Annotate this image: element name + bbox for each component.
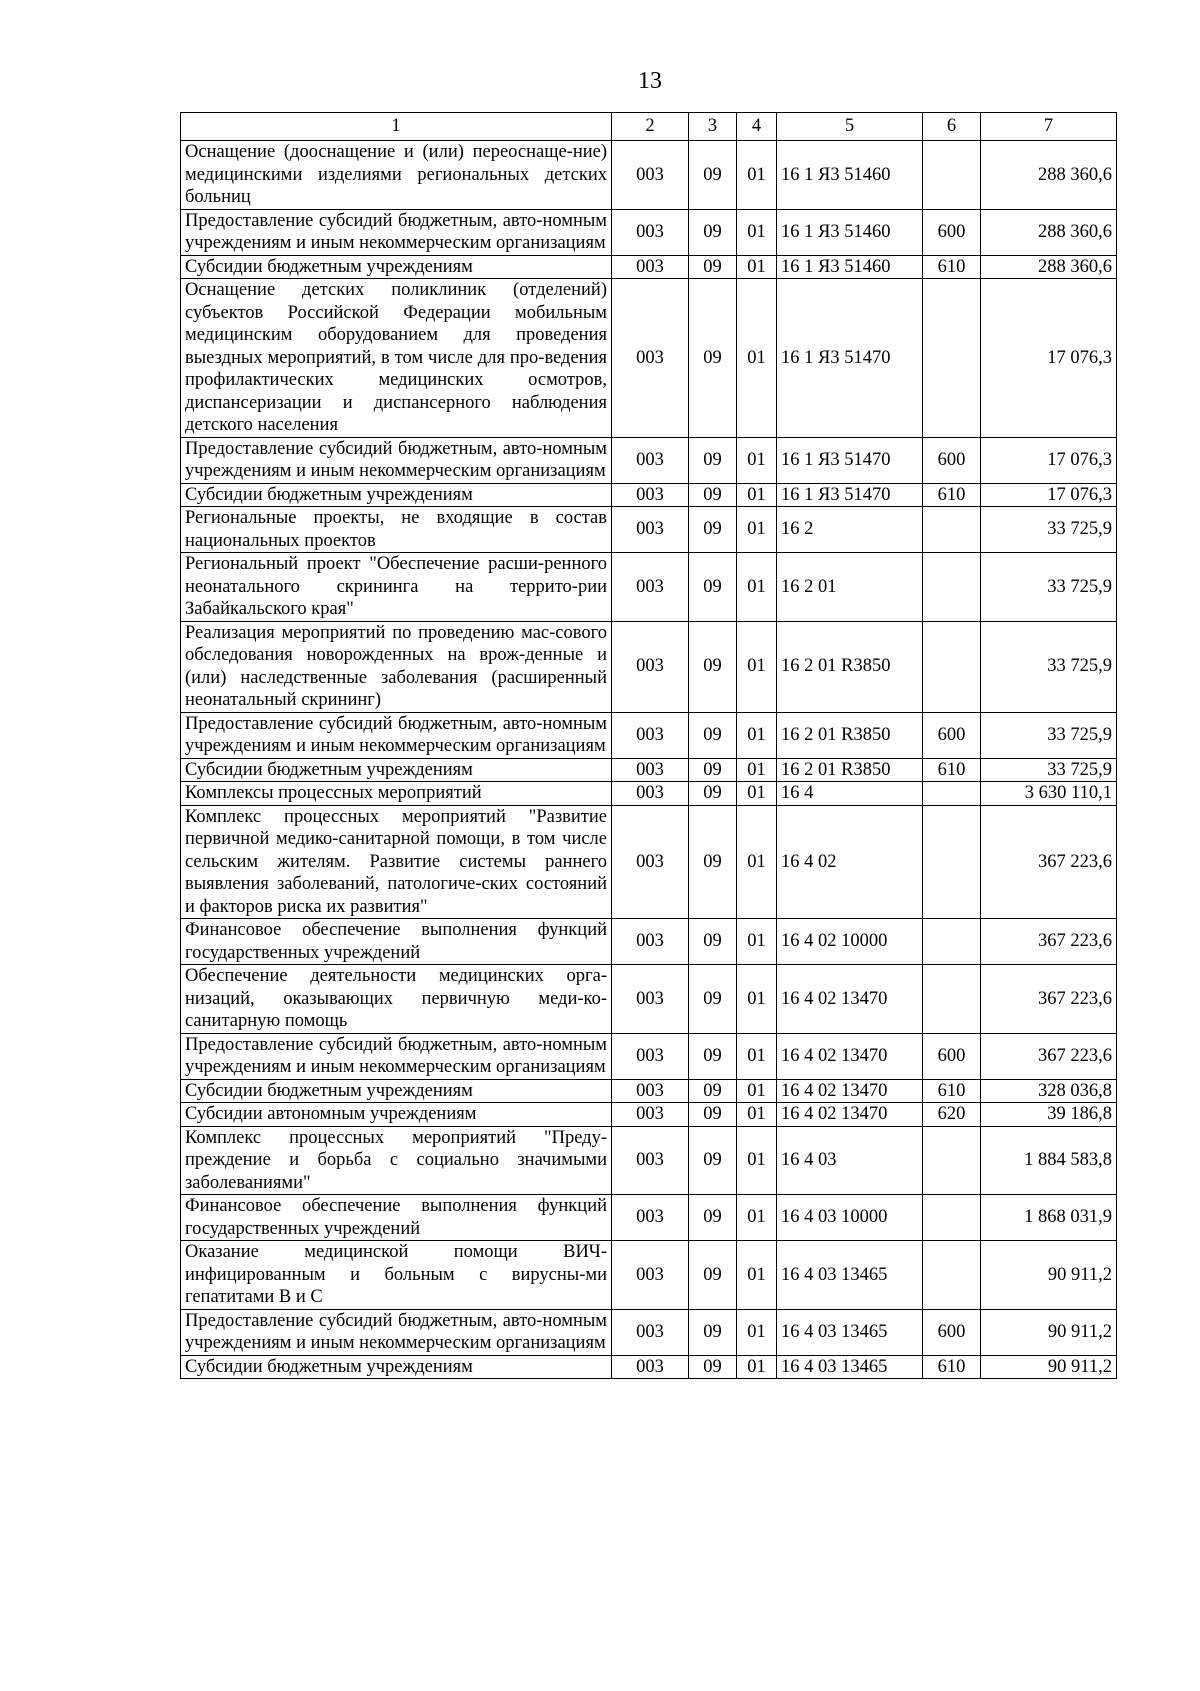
row-subsection-code: 01 — [737, 553, 777, 622]
table-header-row — [181, 113, 1117, 141]
table-row — [181, 965, 1117, 1034]
header-col-7: 7 — [981, 113, 1117, 141]
row-subsection-code: 01 — [737, 437, 777, 483]
row-subsection-code: 01 — [737, 1309, 777, 1355]
row-section-code: 09 — [689, 1033, 737, 1079]
row-target-code: 16 4 03 13465 — [777, 1309, 923, 1355]
row-name: Комплекс процессных мероприятий "Преду-преждение и борьба с социально значимыми заболеваниями" — [181, 1126, 612, 1195]
row-section-code: 09 — [689, 782, 737, 806]
row-ministry-code: 003 — [612, 209, 689, 255]
table-row — [181, 1079, 1117, 1103]
row-subsection-code: 01 — [737, 1355, 777, 1379]
row-amount: 367 223,6 — [981, 805, 1117, 919]
row-amount: 367 223,6 — [981, 1033, 1117, 1079]
row-expense-type — [923, 919, 981, 965]
row-subsection-code: 01 — [737, 1033, 777, 1079]
table-row — [181, 209, 1117, 255]
row-target-code: 16 4 03 10000 — [777, 1195, 923, 1241]
row-name: Субсидии бюджетным учреждениям — [181, 758, 612, 782]
table-row — [181, 782, 1117, 806]
table-row — [181, 483, 1117, 507]
row-subsection-code: 01 — [737, 279, 777, 438]
row-amount: 39 186,8 — [981, 1103, 1117, 1127]
row-section-code: 09 — [689, 712, 737, 758]
row-target-code: 16 4 — [777, 782, 923, 806]
row-subsection-code: 01 — [737, 141, 777, 210]
row-expense-type — [923, 279, 981, 438]
row-expense-type — [923, 507, 981, 553]
row-name: Предоставление субсидий бюджетным, авто-номным учреждениям и иным некоммерческим организациям — [181, 1309, 612, 1355]
row-ministry-code: 003 — [612, 141, 689, 210]
row-ministry-code: 003 — [612, 805, 689, 919]
row-name: Комплекс процессных мероприятий "Развитие первичной медико-санитарной помощи, в том числе сельским жителям. Развитие системы раннего выявления заболеваний, патологиче-ских состояний и факторов риска их развития" — [181, 805, 612, 919]
row-name: Субсидии автономным учреждениям — [181, 1103, 612, 1127]
row-expense-type: 600 — [923, 209, 981, 255]
row-subsection-code: 01 — [737, 1241, 777, 1310]
row-target-code: 16 1 Я3 51470 — [777, 279, 923, 438]
row-expense-type: 610 — [923, 758, 981, 782]
row-amount: 33 725,9 — [981, 621, 1117, 712]
row-target-code: 16 2 01 R3850 — [777, 621, 923, 712]
row-section-code: 09 — [689, 621, 737, 712]
row-name: Финансовое обеспечение выполнения функций государственных учреждений — [181, 1195, 612, 1241]
budget-table — [180, 112, 1117, 1379]
row-target-code: 16 2 01 R3850 — [777, 712, 923, 758]
table-row — [181, 621, 1117, 712]
row-expense-type: 610 — [923, 255, 981, 279]
row-expense-type — [923, 141, 981, 210]
row-target-code: 16 4 02 — [777, 805, 923, 919]
row-amount: 33 725,9 — [981, 712, 1117, 758]
row-ministry-code: 003 — [612, 553, 689, 622]
row-section-code: 09 — [689, 1241, 737, 1310]
header-col-1: 1 — [181, 113, 612, 141]
row-subsection-code: 01 — [737, 919, 777, 965]
row-target-code: 16 4 03 13465 — [777, 1241, 923, 1310]
row-ministry-code: 003 — [612, 1309, 689, 1355]
row-name: Субсидии бюджетным учреждениям — [181, 1079, 612, 1103]
row-target-code: 16 4 02 13470 — [777, 1079, 923, 1103]
row-expense-type — [923, 805, 981, 919]
row-expense-type: 610 — [923, 483, 981, 507]
row-amount: 33 725,9 — [981, 553, 1117, 622]
row-expense-type: 620 — [923, 1103, 981, 1127]
row-section-code: 09 — [689, 1079, 737, 1103]
row-target-code: 16 4 02 13470 — [777, 1033, 923, 1079]
row-section-code: 09 — [689, 255, 737, 279]
row-amount: 33 725,9 — [981, 758, 1117, 782]
row-target-code: 16 2 01 — [777, 553, 923, 622]
row-ministry-code: 003 — [612, 1126, 689, 1195]
row-name: Комплексы процессных мероприятий — [181, 782, 612, 806]
row-amount: 288 360,6 — [981, 141, 1117, 210]
row-ministry-code: 003 — [612, 507, 689, 553]
row-name: Предоставление субсидий бюджетным, авто-номным учреждениям и иным некоммерческим организациям — [181, 1033, 612, 1079]
row-name: Оснащение (дооснащение и (или) переоснаще-ние) медицинскими изделиями региональных детских больниц — [181, 141, 612, 210]
table-row — [181, 279, 1117, 438]
row-subsection-code: 01 — [737, 782, 777, 806]
row-expense-type: 610 — [923, 1079, 981, 1103]
row-ministry-code: 003 — [612, 1103, 689, 1127]
row-name: Реализация мероприятий по проведению мас-сового обследования новорожденных на врож-денные и (или) наследственные заболевания (расширенный неонатальный скрининг) — [181, 621, 612, 712]
row-target-code: 16 4 03 13465 — [777, 1355, 923, 1379]
row-subsection-code: 01 — [737, 1103, 777, 1127]
row-amount: 33 725,9 — [981, 507, 1117, 553]
table-row — [181, 437, 1117, 483]
row-ministry-code: 003 — [612, 437, 689, 483]
row-section-code: 09 — [689, 1195, 737, 1241]
row-expense-type — [923, 1126, 981, 1195]
row-subsection-code: 01 — [737, 483, 777, 507]
row-section-code: 09 — [689, 553, 737, 622]
row-ministry-code: 003 — [612, 919, 689, 965]
row-target-code: 16 1 Я3 51460 — [777, 141, 923, 210]
row-name: Предоставление субсидий бюджетным, авто-номным учреждениям и иным некоммерческим организациям — [181, 209, 612, 255]
row-section-code: 09 — [689, 1126, 737, 1195]
table-row — [181, 1241, 1117, 1310]
row-expense-type: 600 — [923, 712, 981, 758]
row-subsection-code: 01 — [737, 1195, 777, 1241]
row-target-code: 16 1 Я3 51460 — [777, 209, 923, 255]
table-row — [181, 805, 1117, 919]
row-ministry-code: 003 — [612, 1195, 689, 1241]
row-name: Региональный проект "Обеспечение расши-ренного неонатального скрининга на террито-рии Забайкальского края" — [181, 553, 612, 622]
row-target-code: 16 1 Я3 51460 — [777, 255, 923, 279]
row-section-code: 09 — [689, 279, 737, 438]
row-ministry-code: 003 — [612, 483, 689, 507]
row-subsection-code: 01 — [737, 805, 777, 919]
row-subsection-code: 01 — [737, 965, 777, 1034]
row-section-code: 09 — [689, 1355, 737, 1379]
header-col-3: 3 — [689, 113, 737, 141]
table-row — [181, 553, 1117, 622]
header-col-6: 6 — [923, 113, 981, 141]
row-amount: 90 911,2 — [981, 1241, 1117, 1310]
row-ministry-code: 003 — [612, 1241, 689, 1310]
row-name: Оказание медицинской помощи ВИЧ-инфицированным и больным с вирусны-ми гепатитами В и С — [181, 1241, 612, 1310]
row-target-code: 16 4 02 13470 — [777, 1103, 923, 1127]
row-target-code: 16 4 02 10000 — [777, 919, 923, 965]
row-subsection-code: 01 — [737, 1126, 777, 1195]
row-subsection-code: 01 — [737, 758, 777, 782]
row-name: Финансовое обеспечение выполнения функций государственных учреждений — [181, 919, 612, 965]
table-row — [181, 507, 1117, 553]
row-ministry-code: 003 — [612, 279, 689, 438]
table-row — [181, 919, 1117, 965]
table-body — [181, 141, 1117, 1379]
header-col-2: 2 — [612, 113, 689, 141]
row-amount: 90 911,2 — [981, 1355, 1117, 1379]
row-section-code: 09 — [689, 209, 737, 255]
row-expense-type: 600 — [923, 437, 981, 483]
row-amount: 1 868 031,9 — [981, 1195, 1117, 1241]
row-expense-type — [923, 1195, 981, 1241]
header-col-5: 5 — [777, 113, 923, 141]
row-target-code: 16 1 Я3 51470 — [777, 483, 923, 507]
table-row — [181, 712, 1117, 758]
header-col-4: 4 — [737, 113, 777, 141]
table-row — [181, 255, 1117, 279]
row-expense-type — [923, 782, 981, 806]
row-subsection-code: 01 — [737, 507, 777, 553]
row-amount: 17 076,3 — [981, 483, 1117, 507]
row-section-code: 09 — [689, 1309, 737, 1355]
table-row — [181, 1355, 1117, 1379]
row-name: Оснащение детских поликлиник (отделений) субъектов Российской Федерации мобильным медицинским оборудованием для проведения выездных мероприятий, в том числе для про-ведения профилактических медицинских осмотров, диспансеризации и диспансерного наблюдения детского населения — [181, 279, 612, 438]
row-ministry-code: 003 — [612, 1355, 689, 1379]
row-expense-type — [923, 965, 981, 1034]
row-name: Предоставление субсидий бюджетным, авто-номным учреждениям и иным некоммерческим организациям — [181, 712, 612, 758]
row-section-code: 09 — [689, 507, 737, 553]
row-name: Субсидии бюджетным учреждениям — [181, 483, 612, 507]
row-ministry-code: 003 — [612, 782, 689, 806]
table-row — [181, 1126, 1117, 1195]
row-section-code: 09 — [689, 965, 737, 1034]
row-amount: 367 223,6 — [981, 965, 1117, 1034]
row-ministry-code: 003 — [612, 1033, 689, 1079]
row-amount: 288 360,6 — [981, 209, 1117, 255]
row-ministry-code: 003 — [612, 621, 689, 712]
row-section-code: 09 — [689, 437, 737, 483]
row-amount: 90 911,2 — [981, 1309, 1117, 1355]
row-subsection-code: 01 — [737, 255, 777, 279]
row-section-code: 09 — [689, 1103, 737, 1127]
row-expense-type — [923, 1241, 981, 1310]
row-name: Субсидии бюджетным учреждениям — [181, 1355, 612, 1379]
row-ministry-code: 003 — [612, 758, 689, 782]
table-row — [181, 1103, 1117, 1127]
row-target-code: 16 2 01 R3850 — [777, 758, 923, 782]
row-name: Субсидии бюджетным учреждениям — [181, 255, 612, 279]
row-ministry-code: 003 — [612, 712, 689, 758]
row-subsection-code: 01 — [737, 621, 777, 712]
row-ministry-code: 003 — [612, 965, 689, 1034]
row-name: Предоставление субсидий бюджетным, авто-номным учреждениям и иным некоммерческим организациям — [181, 437, 612, 483]
row-subsection-code: 01 — [737, 1079, 777, 1103]
table-row — [181, 1309, 1117, 1355]
row-target-code: 16 2 — [777, 507, 923, 553]
table-row — [181, 758, 1117, 782]
row-section-code: 09 — [689, 805, 737, 919]
row-subsection-code: 01 — [737, 712, 777, 758]
table-row — [181, 1195, 1117, 1241]
row-amount: 3 630 110,1 — [981, 782, 1117, 806]
row-expense-type: 600 — [923, 1309, 981, 1355]
row-subsection-code: 01 — [737, 209, 777, 255]
row-amount: 328 036,8 — [981, 1079, 1117, 1103]
row-expense-type: 600 — [923, 1033, 981, 1079]
row-section-code: 09 — [689, 141, 737, 210]
row-section-code: 09 — [689, 483, 737, 507]
table-row — [181, 1033, 1117, 1079]
row-ministry-code: 003 — [612, 1079, 689, 1103]
row-amount: 1 884 583,8 — [981, 1126, 1117, 1195]
row-target-code: 16 4 03 — [777, 1126, 923, 1195]
row-amount: 17 076,3 — [981, 279, 1117, 438]
row-amount: 288 360,6 — [981, 255, 1117, 279]
row-expense-type — [923, 553, 981, 622]
table-row — [181, 141, 1117, 210]
row-expense-type — [923, 621, 981, 712]
row-section-code: 09 — [689, 758, 737, 782]
row-target-code: 16 4 02 13470 — [777, 965, 923, 1034]
row-amount: 17 076,3 — [981, 437, 1117, 483]
row-name: Обеспечение деятельности медицинских орга-низаций, оказывающих первичную меди-ко-санитарную помощь — [181, 965, 612, 1034]
page-number: 13 — [638, 68, 662, 94]
row-expense-type: 610 — [923, 1355, 981, 1379]
row-section-code: 09 — [689, 919, 737, 965]
row-ministry-code: 003 — [612, 255, 689, 279]
row-amount: 367 223,6 — [981, 919, 1117, 965]
row-target-code: 16 1 Я3 51470 — [777, 437, 923, 483]
row-name: Региональные проекты, не входящие в состав национальных проектов — [181, 507, 612, 553]
